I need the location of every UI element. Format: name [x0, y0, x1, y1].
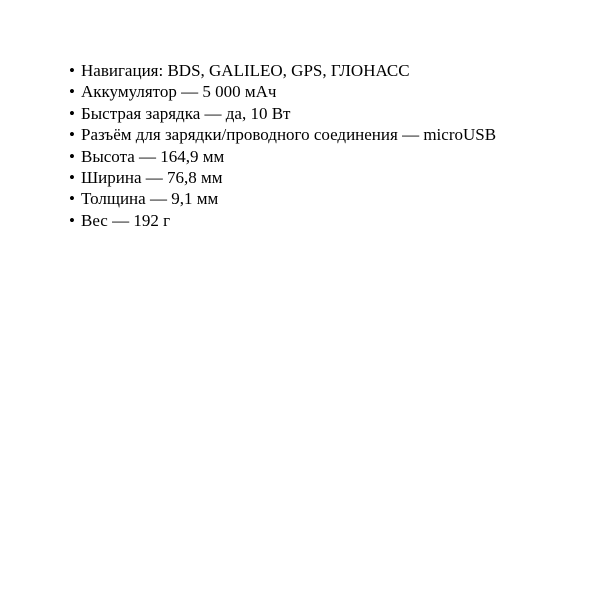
spec-item-width — [69, 167, 496, 188]
bullet-icon: • — [69, 210, 75, 230]
bullet-icon: • — [69, 167, 75, 187]
spec-item-navigation — [69, 60, 496, 81]
spec-list — [69, 60, 496, 231]
bullet-icon: • — [69, 61, 75, 80]
bullet-icon: • — [69, 125, 75, 145]
spec-text: Вес — 192 г — [81, 210, 171, 230]
spec-text: Навигация: BDS, GALILEO, GPS, ГЛОНАСС — [81, 61, 410, 80]
spec-text: Разъём для зарядки/проводного соединения — microUSB — [81, 125, 497, 145]
spec-item-height — [69, 146, 496, 167]
spec-text: Аккумулятор — 5 000 мАч — [81, 82, 277, 102]
spec-text: Ширина — 76,8 мм — [81, 167, 223, 187]
bullet-icon: • — [69, 189, 75, 209]
spec-item-connector — [69, 124, 496, 145]
spec-text: Высота — 164,9 мм — [81, 146, 225, 166]
bullet-icon: • — [69, 103, 75, 123]
spec-item-fast-charging — [69, 103, 496, 124]
spec-text: Быстрая зарядка — да, 10 Вт — [81, 103, 291, 123]
spec-text: Толщина — 9,1 мм — [81, 189, 219, 209]
spec-item-weight — [69, 210, 496, 231]
bullet-icon: • — [69, 146, 75, 166]
spec-item-battery — [69, 81, 496, 102]
bullet-icon: • — [69, 82, 75, 102]
spec-item-thickness — [69, 188, 496, 209]
